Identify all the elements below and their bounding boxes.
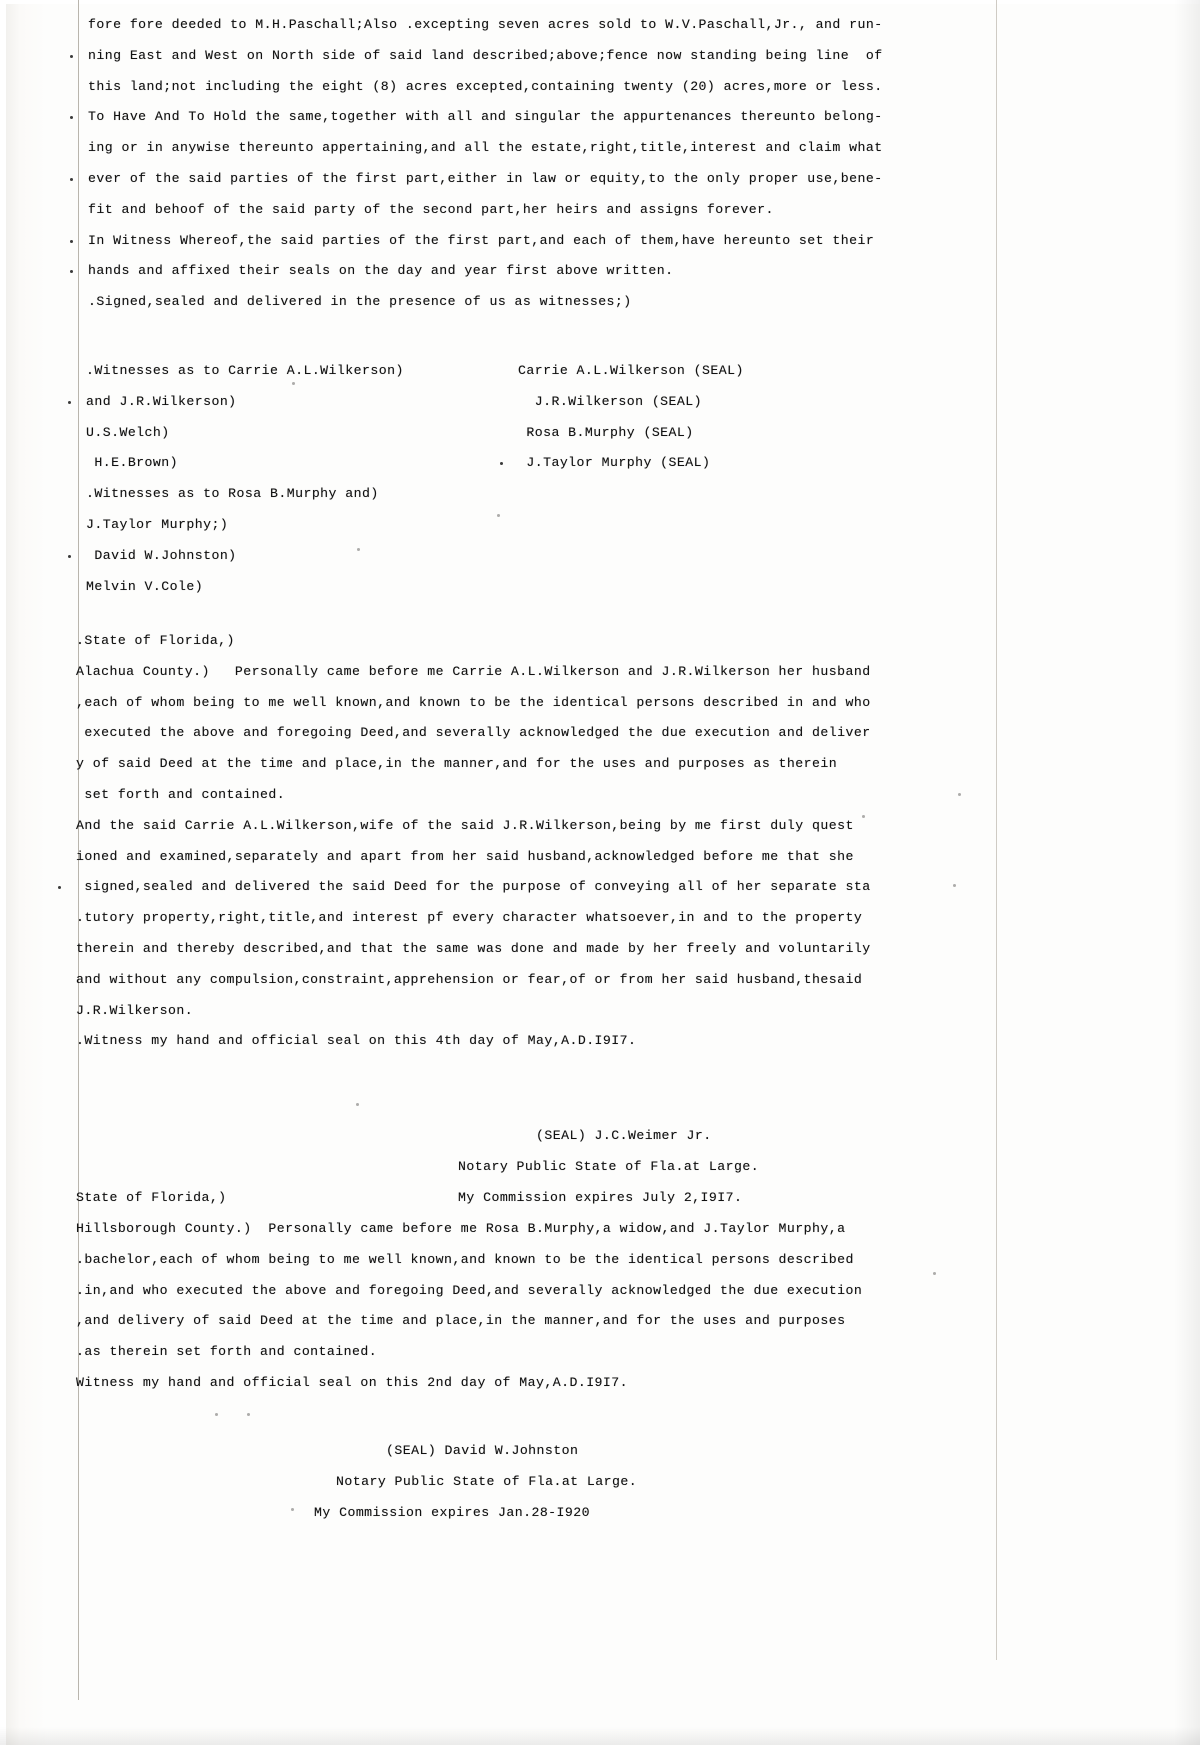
witness-line: .Witnesses as to Rosa B.Murphy and) [86, 486, 379, 502]
ack-line: Alachua County.) Personally came before me Carrie A.L.Wilkerson and J.R.Wilkerson her husband [76, 663, 871, 679]
signer-line: J.Taylor Murphy (SEAL) [518, 448, 988, 479]
ack-line: set forth and contained. [76, 786, 286, 802]
notary-line: My Commission expires Jan.28-I920 [314, 1505, 591, 1520]
signer-line: J.R.Wilkerson (SEAL) [518, 393, 703, 409]
ack-line: .State of Florida,) [76, 633, 235, 648]
signer-line: Rosa B.Murphy (SEAL) [518, 424, 694, 440]
scan-speck [215, 1413, 218, 1416]
body-line: ever of the said parties of the first part,either in law or equity,to the only proper use,bene- [88, 164, 1088, 195]
acknowledgment-two-block [76, 1206, 1086, 1399]
notary-line: My Commission expires July 2,I9I7. [458, 1190, 743, 1205]
notary-two-commission [314, 1490, 954, 1529]
scan-speck [247, 1413, 250, 1416]
body-line: .Signed,sealed and delivered in the presence of us as witnesses;) [88, 294, 632, 310]
witness-line: David W.Johnston) [86, 541, 526, 572]
ack-line: .as therein set forth and contained. [76, 1344, 378, 1360]
body-line: this land;not including the eight (8) acres excepted,containing twenty (20) acres,more or less. [88, 78, 883, 94]
notary-line: (SEAL) David W.Johnston [386, 1443, 579, 1458]
ack-line: And the said Carrie A.L.Wilkerson,wife of the said J.R.Wilkerson,being by me first duly quest [76, 817, 854, 833]
notary-line: (SEAL) J.C.Weimer Jr. [536, 1128, 712, 1143]
body-line: fore fore deeded to M.H.Paschall;Also .excepting seven acres sold to W.V.Paschall,Jr., and run- [88, 17, 883, 32]
ack-line: therein and thereby described,and that the same was done and made by her freely and voluntarily [76, 940, 871, 956]
body-line: In Witness Whereof,the said parties of the first part,and each of them,have hereunto set their [88, 226, 1088, 257]
ack-line: State of Florida,) [76, 1190, 227, 1205]
notary-line: Notary Public State of Fla.at Large. [336, 1474, 638, 1489]
witness-line: and J.R.Wilkerson) [86, 387, 526, 418]
acknowledgment-one-block [76, 618, 1086, 1057]
scan-edge-shadow-right [1174, 0, 1200, 1745]
ack-line: .bachelor,each of whom being to me well known,and known to be the identical persons described [76, 1251, 854, 1267]
witness-line: J.Taylor Murphy;) [86, 516, 229, 532]
body-line: hands and affixed their seals on the day and year first above written. [88, 256, 1088, 287]
witness-line: H.E.Brown) [86, 455, 179, 471]
signer-column [518, 348, 988, 479]
witness-line: .Witnesses as to Carrie A.L.Wilkerson) [86, 363, 404, 378]
body-line: fit and behoof of the said party of the second part,her heirs and assigns forever. [88, 201, 774, 217]
ack-line: .tutory property,right,title,and interest pf every character whatsoever,in and to the property [76, 910, 863, 926]
ack-line: and without any compulsion,constraint,apprehension or fear,of or from her said husband,thesaid [76, 971, 863, 987]
witness-line: U.S.Welch) [86, 424, 170, 440]
deed-body-block [88, 2, 1088, 318]
ack-line: J.R.Wilkerson. [76, 1002, 194, 1018]
ack-line: .in,and who executed the above and foregoing Deed,and severally acknowledged the due execution [76, 1282, 863, 1298]
ack-line: .Witness my hand and official seal on this 4th day of May,A.D.I9I7. [76, 1033, 637, 1049]
scan-edge-shadow-bottom [0, 1727, 1200, 1745]
ack-line: ioned and examined,separately and apart from her said husband,acknowledged before me that she [76, 848, 854, 864]
body-line: ning East and West on North side of said land described;above;fence now standing being line of [88, 41, 1088, 72]
ack-line: Witness my hand and official seal on this 2nd day of May,A.D.I9I7. [76, 1374, 629, 1390]
ack-line: ,and delivery of said Deed at the time and place,in the manner,and for the uses and purposes [76, 1313, 846, 1329]
ack-line: Hillsborough County.) Personally came before me Rosa B.Murphy,a widow,and J.Taylor Murphy,a [76, 1221, 846, 1236]
scan-speck [356, 1103, 359, 1106]
witness-column [86, 348, 526, 602]
scan-speck [291, 1508, 294, 1511]
ack-line: executed the above and foregoing Deed,and severally acknowledged the due execution and deliver [76, 725, 871, 741]
body-line: To Have And To Hold the same,together with all and singular the appurtenances thereunto belong- [88, 102, 1088, 133]
body-line: ing or in anywise thereunto appertaining,and all the estate,right,title,interest and claim what [88, 140, 883, 156]
ack-line: signed,sealed and delivered the said Deed for the purpose of conveying all of her separate sta [76, 872, 1086, 903]
notary-line: Notary Public State of Fla.at Large. [458, 1159, 760, 1174]
signer-line: Carrie A.L.Wilkerson (SEAL) [518, 363, 744, 378]
ack-line: ,each of whom being to me well known,and known to be the identical persons described in and who [76, 694, 871, 710]
witness-line: Melvin V.Cole) [86, 578, 204, 594]
ack-line: y of said Deed at the time and place,in the manner,and for the uses and purposes as therein [76, 756, 838, 772]
